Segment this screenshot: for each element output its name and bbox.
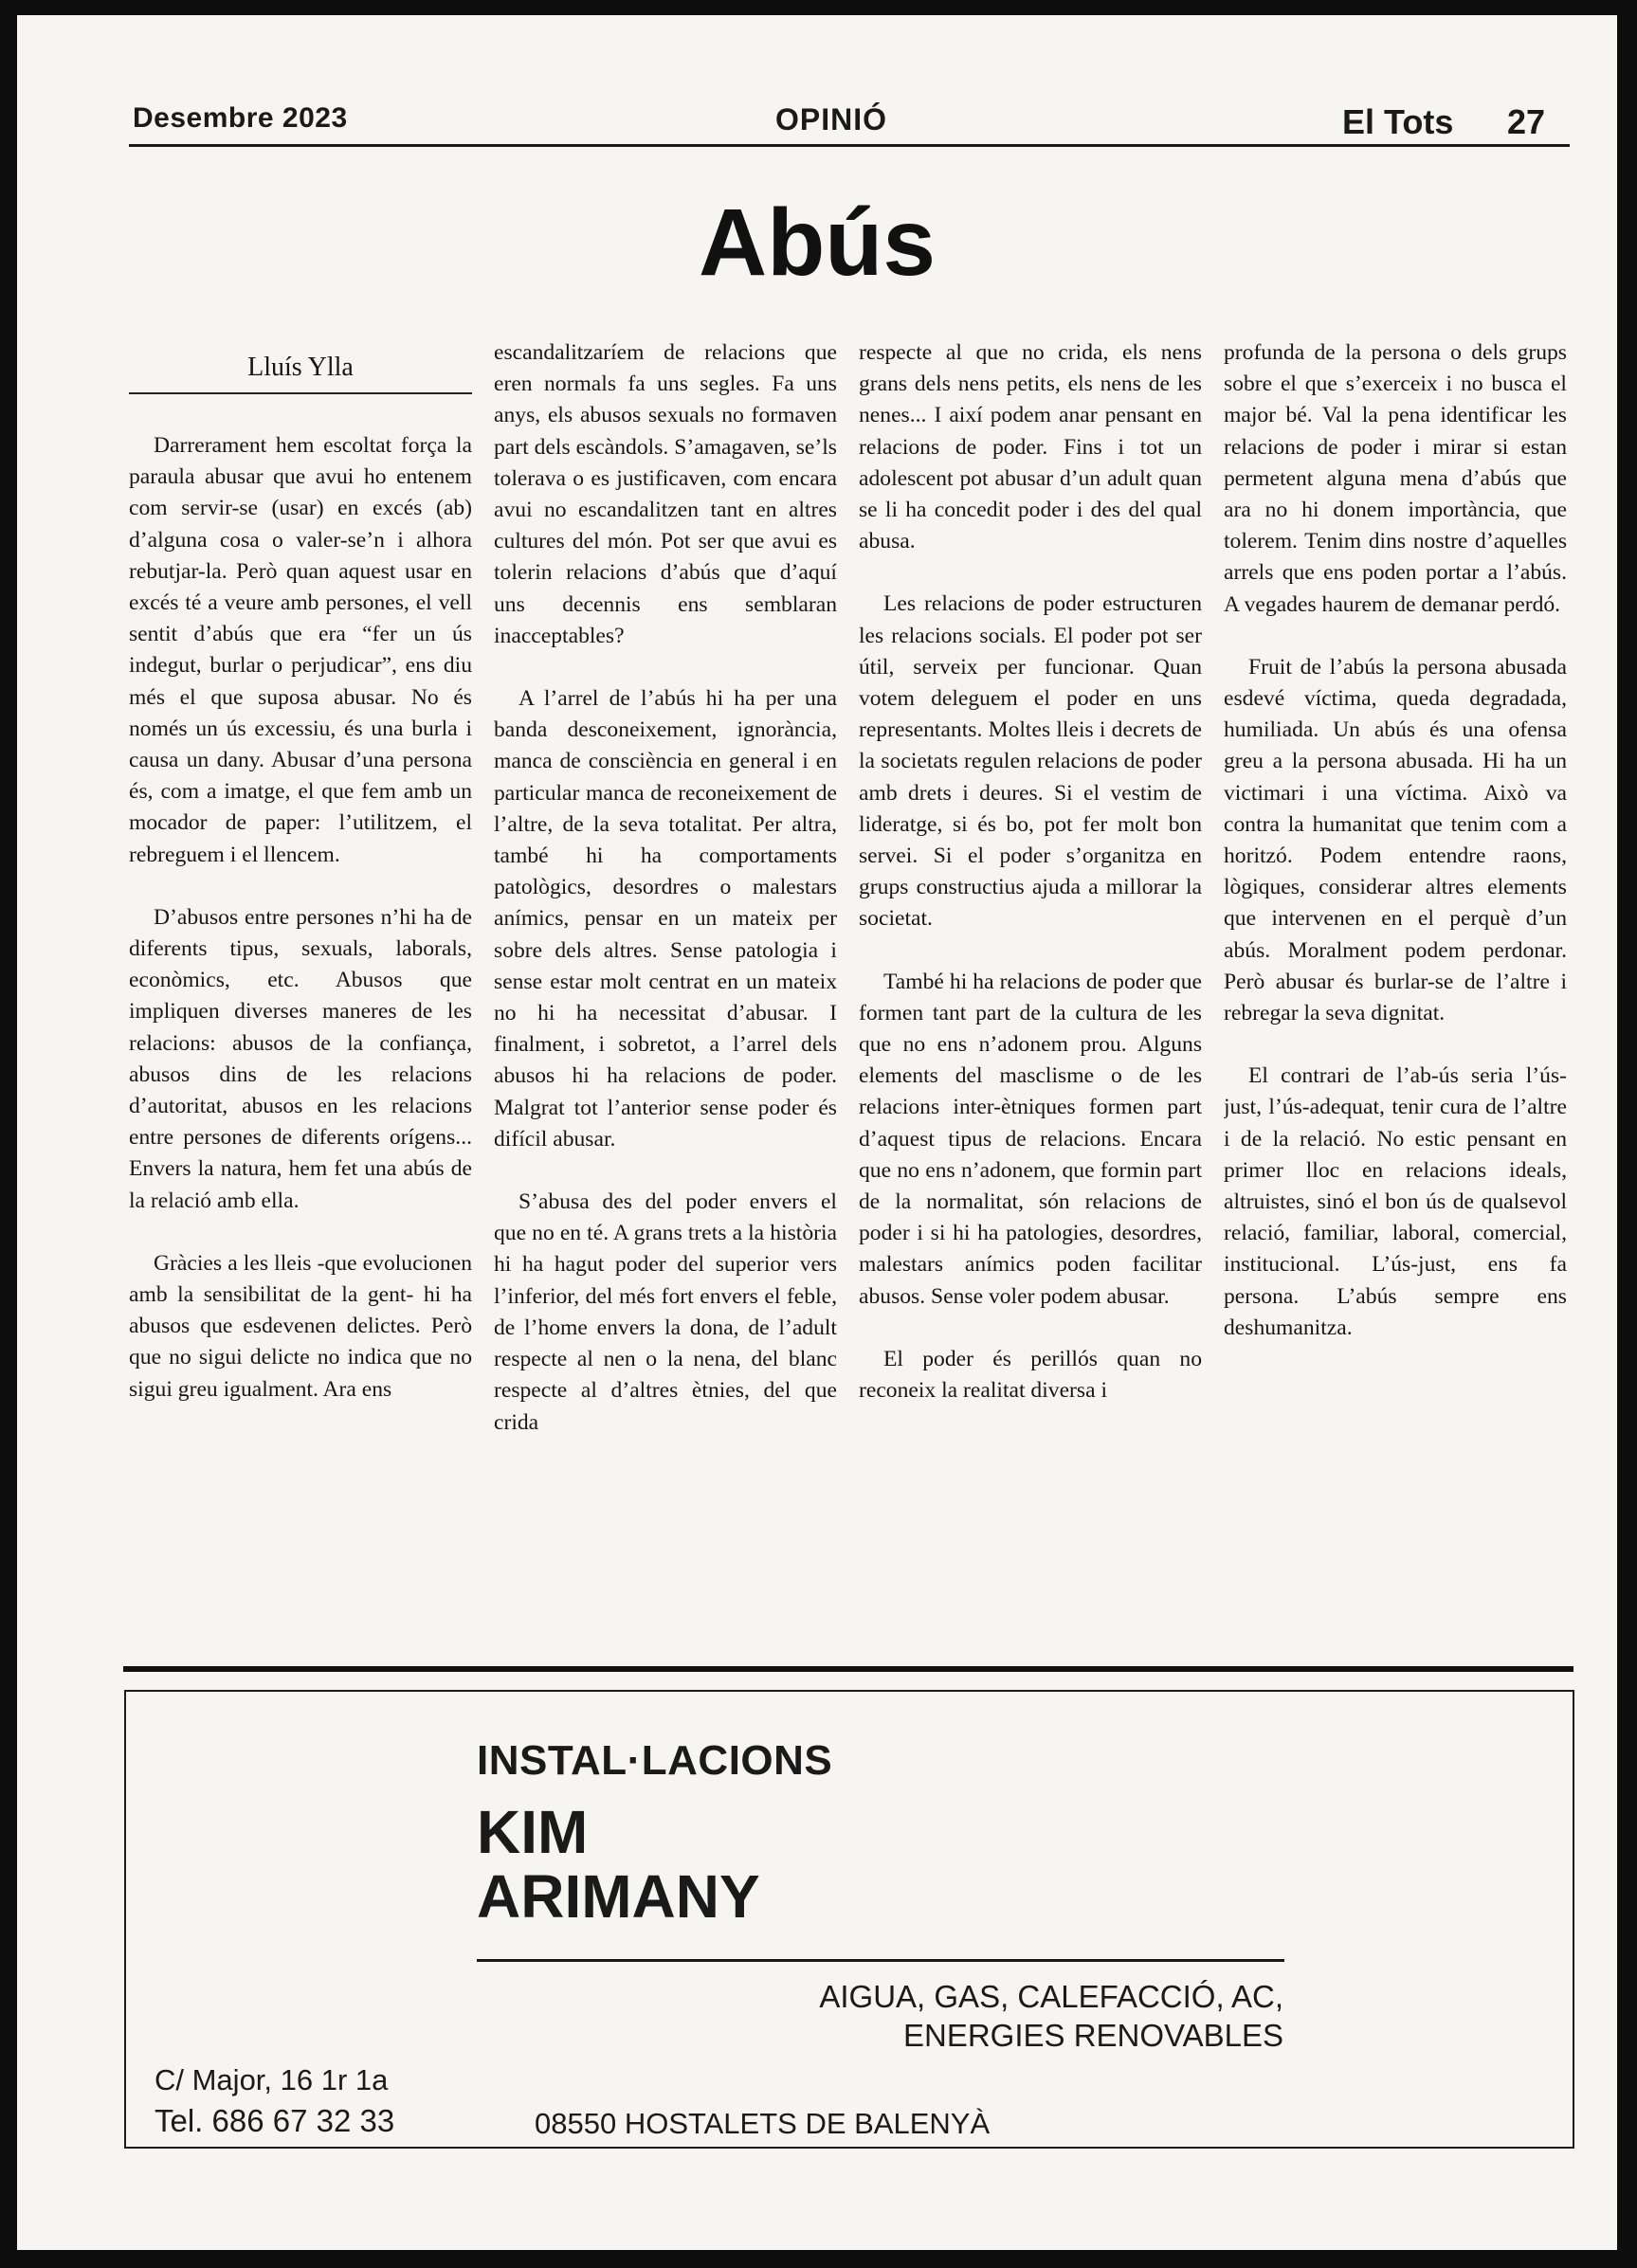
ad-services-line-2: ENERGIES RENOVABLES (902, 2018, 1283, 2053)
publication-name: El Tots (1342, 102, 1454, 141)
ad-address: C/ Major, 16 1r 1a (155, 2063, 389, 2096)
column-4 (1224, 337, 1567, 1655)
ad-town: 08550 HOSTALETS DE BALENYÀ (535, 2107, 991, 2140)
paragraph: D’abusos entre persones n’hi ha de diferents tipus, sexuals, laborals, econòmics, etc. Abusos que impliquen diverses maneres de les relacions: abusos de la confiança, abusos dins de les relacions d’autoritat, abusos en les relacions entre persones de diferents orígens... Envers la natura, hem fet una abús de la relació amb ella. (129, 904, 472, 1213)
header-rule (129, 144, 1570, 147)
paragraph: respecte al que no crida, els nens grans dels nens petits, els nens de les nenes... I així podem anar pensant en relacions de poder. Fins i tot un adolescent pot abusar d’un adult quan se li ha concedit poder i des del qual abusa. (859, 340, 1202, 554)
section-name: OPINIÓ (775, 102, 888, 136)
page-header (17, 15, 1617, 157)
author-byline: Lluís Ylla (129, 337, 472, 394)
paragraph: Gràcies a les lleis -que evolucionen amb la sensibilitat de la gent- hi ha abusos que esdevenen delictes. Però que no sigui delicte no indica que no sigui greu igualment. Ara ens (129, 1250, 472, 1402)
advertisement-box (124, 1690, 1574, 2149)
ad-company-name-last: ARIMANY (477, 1862, 760, 1931)
paragraph: Fruit de l’abús la persona abusada esdevé víctima, queda degradada, humiliada. Un abús és una ofensa greu a la persona abusada. Hi ha un victimari i una víctima. Això va contra la humanitat que tenim com a horitzó. Podem entendre raons, lògiques, considerar altres elements que intervenen en el perquè d’un abús. Moralment podem perdonar. Però abusar és burlar-se de l’altre i rebregar la seva dignitat. (1224, 654, 1567, 1026)
paragraph: El poder és perillós quan no reconeix la realitat diversa i (859, 1346, 1202, 1404)
paragraph: escandalitzaríem de relacions que eren normals fa uns segles. Fa uns anys, els abusos sexuals no formaven part dels escàndols. S’amagaven, se’ls tolerava o es justificaven, com encara avui no escandalitzen tant en altres cultures del món. Pot ser que avui es tolerin relacions d’abús que d’aquí uns decennis ens semblaran inacceptables? (494, 340, 837, 648)
article-title: Abús (699, 190, 936, 296)
paragraph: profunda de la persona o dels grups sobre el que s’exerceix i no busca el major bé. Val la pena identificar les relacions de poder i mirar si estan permetent alguna mena d’abús que ara no hi donem importància, que tolerem. Tenim dins nostre d’aquelles arrels que ens poden portar a l’abús. A vegades haurem de demanar perdó. (1224, 340, 1567, 617)
paragraph: També hi ha relacions de poder que formen tant part de la cultura de les que no ens n’adonem prou. Alguns elements del masclisme o de les relacions inter-ètniques formen part d’aquest tipus de relacions. Encara que no ens n’adonem, que formin part de la normalitat, són relacions de poder i si hi ha patologies, desordres, malestars anímics poden facilitar abusos. Sense voler podem abusar. (859, 969, 1202, 1309)
paragraph: S’abusa des del poder envers el que no en té. A grans trets a la història hi ha hagut poder del superior vers l’inferior, del més fort envers el feble, de l’home envers la dona, de l’adult respecte al nen o la nena, del blanc respecte al d’altres ètnies, del que crida (494, 1189, 837, 1435)
column-3 (859, 337, 1202, 1655)
ad-company-name-first: KIM (477, 1798, 589, 1866)
newspaper-page (17, 15, 1617, 2250)
paragraph: A l’arrel de l’abús hi ha per una banda desconeixement, ignorància, manca de consciència en general i en particular manca de reconeixement de l’altre, de la seva totalitat. Per altra, també hi ha comportaments patològics, desordres o malestars anímics, pensar en un mateix per sobre dels altres. Sense patologia i sense estar molt centrat en un mateix no hi ha necessitat d’abusar. I finalment, i sobretot, a l’arrel dels abusos hi ha relacions de poder. Malgrat tot l’anterior sense poder és difícil abusar. (494, 686, 837, 1152)
issue-date: Desembre 2023 (133, 102, 348, 134)
paragraph: Les relacions de poder estructuren les relacions socials. El poder pot ser útil, serveix per funcionar. Quan votem deleguem el poder en uns representants. Moltes lleis i decrets de la societats regulen relacions de poder amb drets i deures. Si el vestim de lideratge, si és bo, pot fer molt bon servei. Si el poder s’organitza en grups constructius ajuda a millorar la societat. (859, 591, 1202, 932)
article-body (129, 337, 1570, 1655)
ad-service-line: INSTAL·LACIONS (477, 1737, 833, 1784)
ad-phone: Tel. 686 67 32 33 (155, 2103, 395, 2138)
page-number: 27 (1507, 102, 1546, 141)
article-bottom-rule (123, 1666, 1573, 1672)
column-1 (129, 337, 472, 1655)
ad-services-line-1: AIGUA, GAS, CALEFACCIÓ, AC, (819, 1979, 1283, 2014)
ad-divider (477, 1959, 1284, 1962)
paragraph: El contrari de l’ab-ús seria l’ús-just, l’ús-adequat, tenir cura de l’altre i de la relació. No estic pensant en primer lloc en relacions ideals, altruistes, sinó el bon ús de qualsevol relació, familiar, laboral, comercial, institucional. L’ús-just, ens fa persona. L’abús sempre ens deshumanitza. (1224, 1063, 1567, 1340)
column-2 (494, 337, 837, 1655)
paragraph: Darrerament hem escoltat força la paraula abusar que avui ho entenem com servir-se (usar) en excés (ab) d’alguna cosa o valer-se’n i alhora rebutjar-la. Però quan aquest usar en excés té a veure amb persones, el vell sentit d’abús que era “fer un ús indegut, burlar o perjudicar”, ens diu més el que suposa abusar. No és només un ús excessiu, és una burla i causa un dany. Abusar d’una persona és, com a imatge, el que fem amb un mocador de paper: l’utilitzem, el rebreguem i el llencem. (129, 433, 472, 867)
